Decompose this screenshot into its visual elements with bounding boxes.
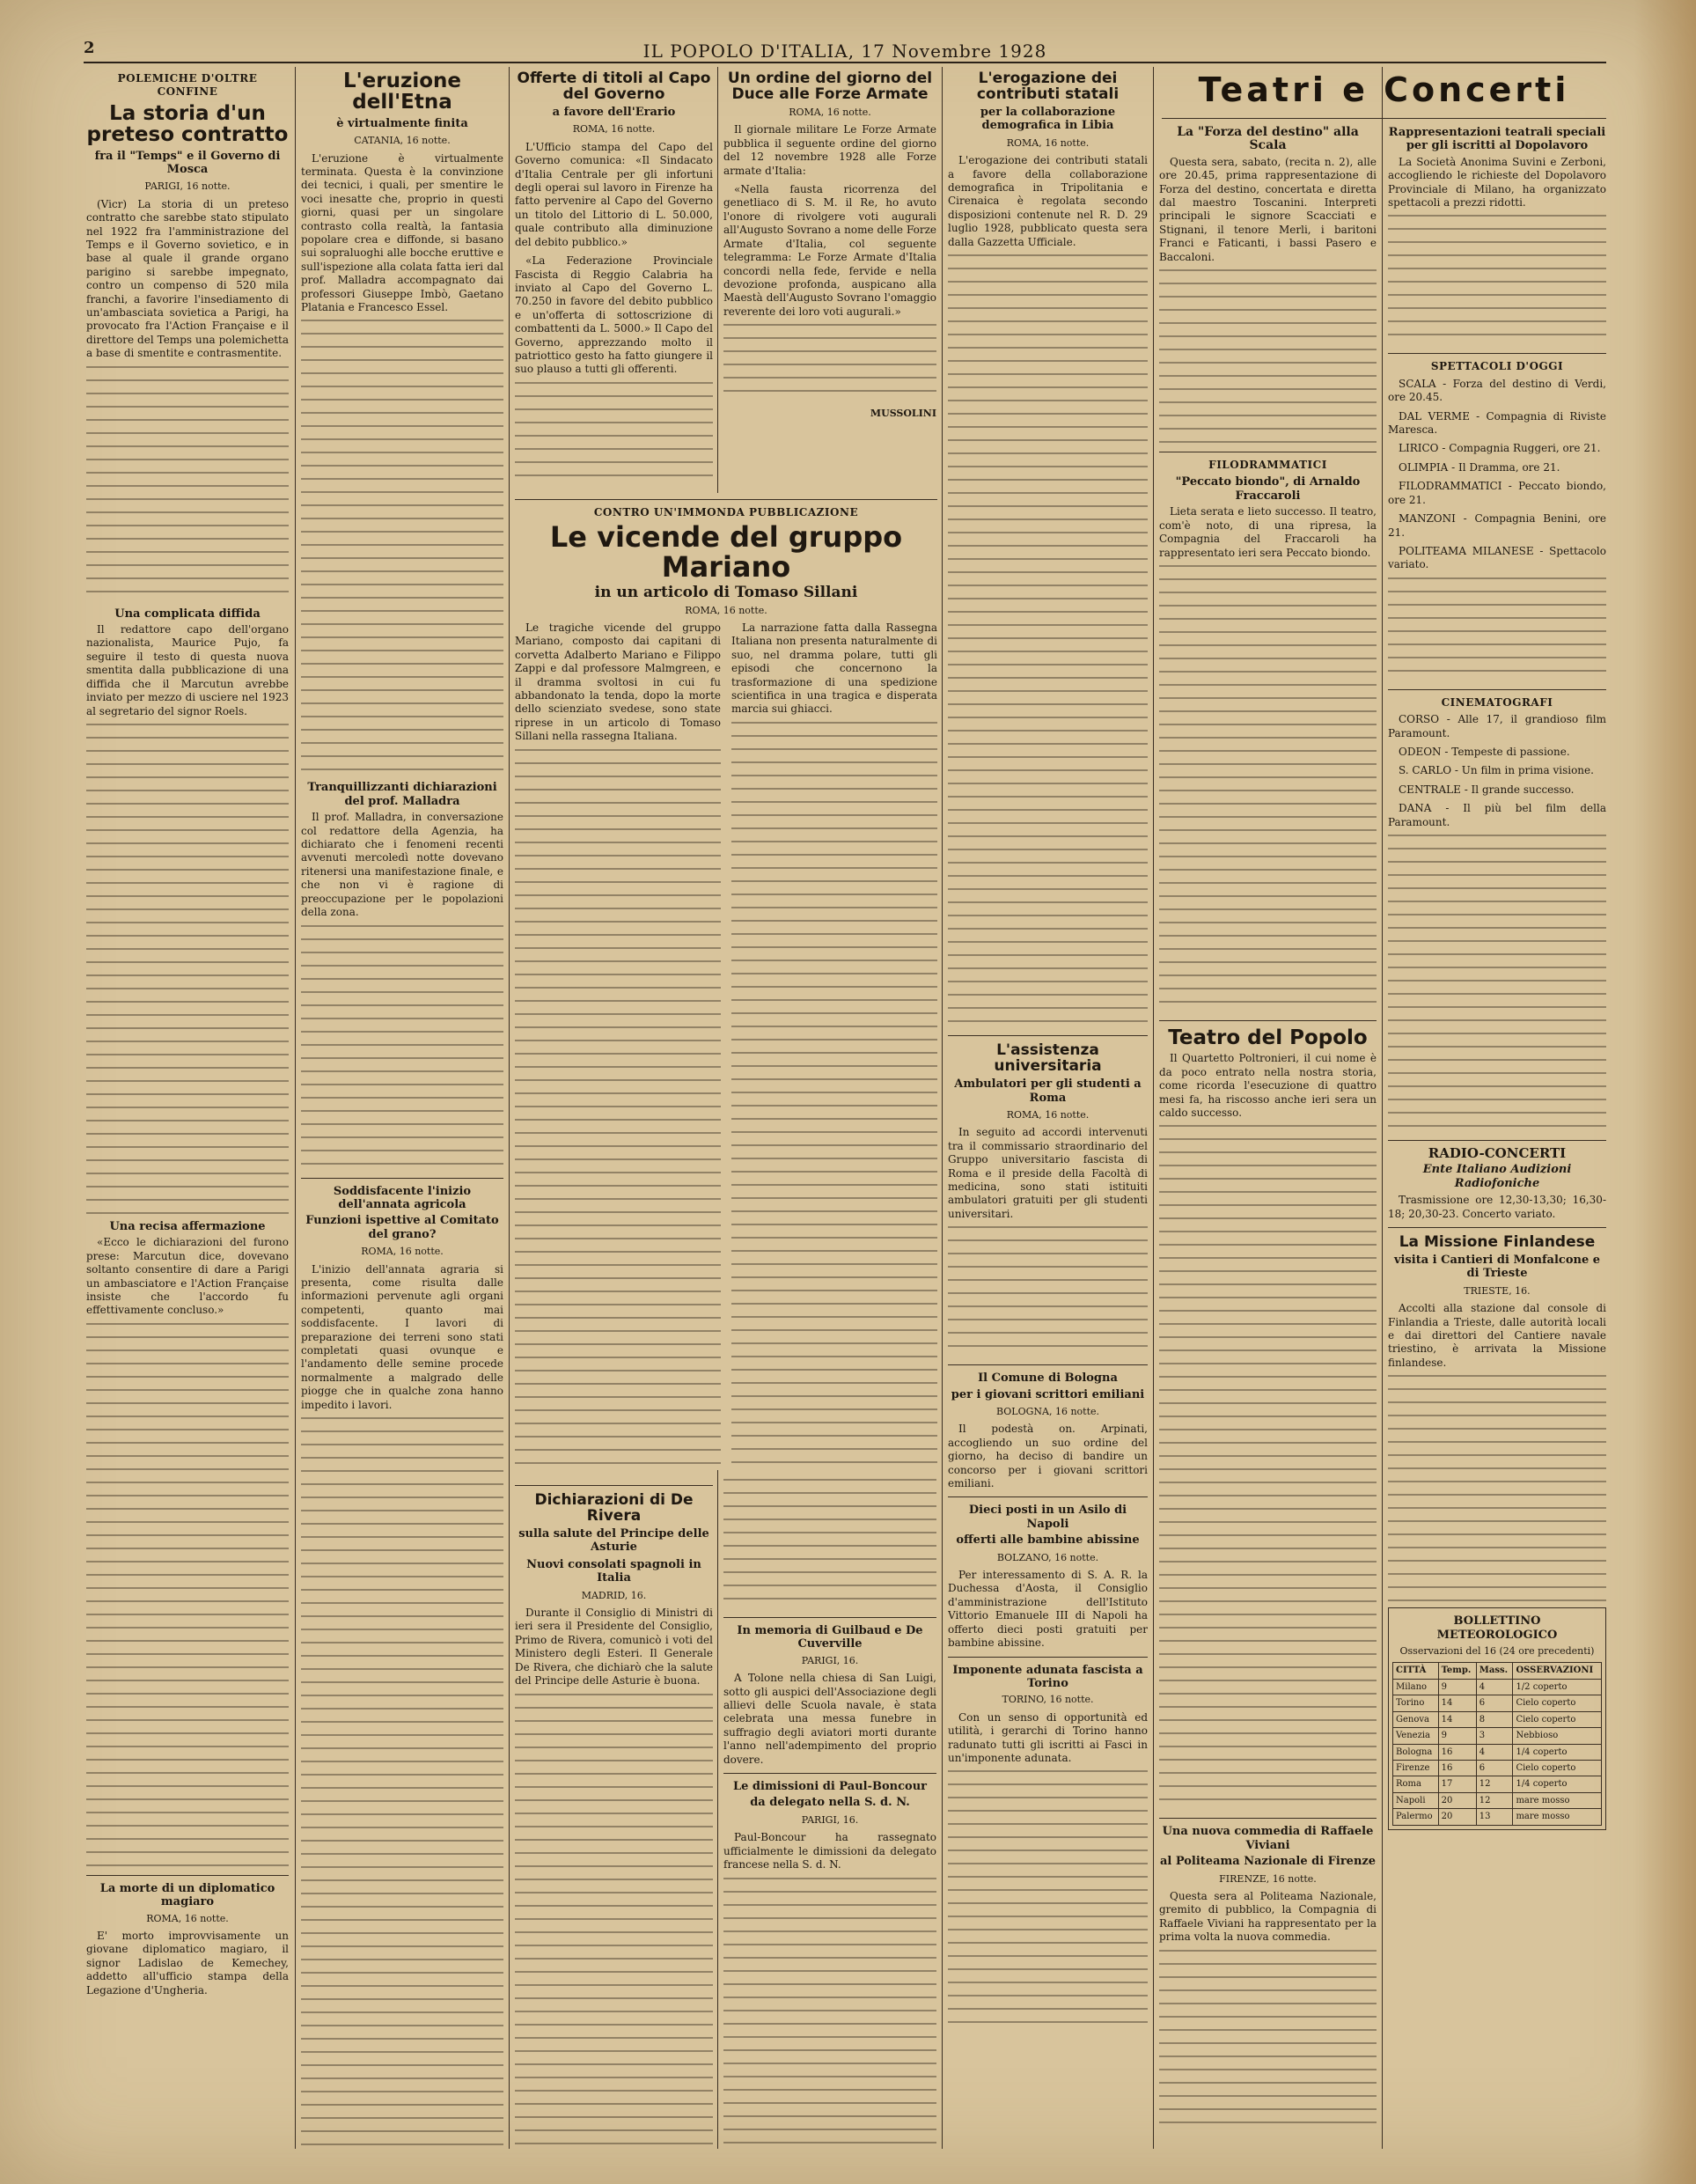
- table-cell: Cielo coperto: [1513, 1695, 1602, 1711]
- column-de-rivera: [515, 1479, 713, 2149]
- deck: in un articolo di Tomaso Sillani: [594, 584, 858, 602]
- text-block: [948, 254, 1148, 1029]
- text-block: [1388, 577, 1606, 683]
- headline: Le vicende del gruppo Mariano: [549, 520, 903, 585]
- text-block: [86, 724, 289, 1217]
- column-header: Mass.: [1476, 1663, 1513, 1679]
- table-cell: Genova: [1393, 1711, 1439, 1727]
- table-cell: 16: [1438, 1744, 1476, 1760]
- table-cell: Roma: [1393, 1776, 1439, 1792]
- subheading: "Peccato biondo", di Arnaldo Fraccaroli: [1175, 475, 1361, 503]
- column-spettacoli: [1388, 123, 1606, 2149]
- divider: [723, 1617, 936, 1618]
- list-item: LIRICO - Compagnia Ruggeri, ore 21.: [1399, 442, 1601, 455]
- text-block: [515, 382, 713, 481]
- headline: Un ordine del giorno del Duce alle Forze Armate: [727, 70, 933, 104]
- table-cell: Napoli: [1393, 1792, 1439, 1808]
- divider: [1388, 353, 1606, 354]
- paragraph: Con un senso di opportunità ed utilità, i gerarchi di Torino hanno radunato tutti gli iscritti ai Fasci in un'imponente adunata.: [948, 1710, 1148, 1764]
- text-block: [723, 324, 936, 403]
- column-teatri: [1159, 123, 1377, 2149]
- headline: La Missione Finlandese: [1399, 1233, 1596, 1251]
- two-column-body: [515, 621, 937, 1470]
- dateline: CATANIA, 16 notte.: [354, 135, 451, 147]
- section-banner: Teatri e Concerti: [1198, 70, 1570, 109]
- deck: Ente Italiano Audizioni Radiofoniche: [1422, 1163, 1572, 1190]
- deck: è virtualmente finita: [336, 116, 468, 130]
- list-item: CENTRALE - Il grande successo.: [1399, 783, 1575, 796]
- deck: da delegato nella S. d. N.: [750, 1796, 910, 1810]
- table-cell: 20: [1438, 1792, 1476, 1808]
- table-cell: 9: [1438, 1728, 1476, 1744]
- table-cell: Milano: [1393, 1679, 1439, 1695]
- table-cell: 14: [1438, 1711, 1476, 1727]
- paragraph: Accolti alla stazione dal console di Finlandia a Trieste, dalle autorità locali e dai direttori del Cantiere navale triestino, è arrivata la Missione finlandese.: [1388, 1302, 1606, 1369]
- subheading: Il Comune di Bologna: [978, 1371, 1118, 1386]
- paragraph: Questa sera al Politeama Nazionale, gremito di pubblico, la Compagnia di Raffaele Viviani ha rappresentato per la prima volta la nuova commedia.: [1159, 1889, 1377, 1944]
- table-cell: 16: [1438, 1760, 1476, 1776]
- teatri-banner-area: [1162, 70, 1606, 125]
- weather-table: [1392, 1662, 1602, 1825]
- text-block: [515, 749, 721, 1470]
- text-block: [301, 925, 503, 1172]
- subheading: La "Forza del destino" alla Scala: [1177, 125, 1359, 153]
- divider: [515, 1485, 713, 1486]
- paragraph: (Vicr) La storia di un preteso contratto che sarebbe stato stipulato nel 1922 fra l'amministrazione del Temps e il Governo sovietico, e in base al quale il grande organo parigino si sarebbe impegnato, contro un compenso di 520 mila franchi, a favorire l'insediamento di un'ambasciata sovietica a Parigi, ha provocato fra l'Action Française e il direttore del Temps una polemichetta a base di smentite e contrasmentite.: [86, 197, 289, 360]
- dateline: TORINO, 16 notte.: [1002, 1694, 1094, 1706]
- divider: [1388, 1227, 1606, 1228]
- text-block: [301, 1417, 503, 2149]
- deck: offerti alle bambine abissine: [956, 1533, 1140, 1548]
- paragraph: In seguito ad accordi intervenuti tra il commissario straordinario del Gruppo universitario fascista di Roma e il preside della Facoltà di medicina, sono stati istituiti ambulatori gratuiti per gli studenti universitari.: [948, 1126, 1148, 1220]
- deck: Nuovi consolati spagnoli in Italia: [526, 1557, 701, 1585]
- paragraph: L'erogazione dei contributi statali a favore della collaborazione demografica in Tripolitania e Cirenaica è regolata secondo disposizioni contenute nel R. D. 29 luglio 1928, pubblicato questa sera dalla Gazzetta Ufficiale.: [948, 154, 1148, 248]
- text-block: [86, 1323, 289, 1869]
- body-left: [515, 621, 721, 1470]
- table-cell: 4: [1476, 1679, 1513, 1695]
- text-block: [1159, 565, 1377, 1014]
- text-block: [86, 366, 289, 604]
- subheading: In memoria di Guilbaud e De Cuverville: [737, 1624, 923, 1651]
- table-header-row: [1393, 1663, 1602, 1679]
- column-rule: [1382, 67, 1383, 2149]
- dateline: BOLZANO, 16 notte.: [996, 1551, 1099, 1563]
- table-row: [1393, 1679, 1602, 1695]
- table-cell: 6: [1476, 1760, 1513, 1776]
- list-item: POLITEAMA MILANESE - Spettacolo variato.: [1388, 544, 1606, 571]
- paragraph: E' morto improvvisamente un giovane diplomatico magiaro, il signor Ladislao de Kemechey, addetto all'ufficio stampa della Legazione d'Ungheria.: [86, 1929, 289, 1996]
- weather-table-body: [1393, 1679, 1602, 1825]
- deck: Ambulatori per gli studenti a Roma: [954, 1077, 1142, 1105]
- paragraph: Il podestà on. Arpinati, accogliendo un suo ordine del giorno, ha deciso di bandire un concorso per i giovani scrittori emiliani.: [948, 1423, 1148, 1490]
- table-cell: 17: [1438, 1776, 1476, 1792]
- paragraph: Paul-Boncour ha rassegnato ufficialmente le dimissioni da delegato francese nella S. d. N.: [723, 1831, 936, 1871]
- kicker: POLEMICHE D'OLTRE CONFINE: [117, 72, 258, 99]
- paragraph: L'inizio dell'annata agraria si presenta, come risulta dalle informazioni pervenute agli organi competenti, quanto mai soddisfacente. I lavori di preparazione dei terreni sono stati completati quasi ovunque e l'andamento delle semine procede normalmente a malgrado delle piogge che in qualche zona hanno impedito i lavori.: [301, 1262, 503, 1411]
- subheading: RADIO-CONCERTI: [1428, 1144, 1567, 1161]
- table-row: [1393, 1760, 1602, 1776]
- paragraph: A Tolone nella chiesa di San Luigi, sotto gli auspici dell'Associazione degli allievi delle Scuola navale, è stata celebrata una messa funebre in suffragio degli aviatori morti durante l'anno nell'adempimento del proprio dovere.: [723, 1672, 936, 1766]
- table-cell: Firenze: [1393, 1760, 1439, 1776]
- column-header: Temp.: [1438, 1663, 1476, 1679]
- column-etna: [301, 67, 503, 2149]
- article-mariano: [515, 493, 937, 1470]
- table-row: [1393, 1792, 1602, 1808]
- kicker: CONTRO UN'IMMONDA PUBBLICAZIONE: [593, 506, 859, 518]
- table-cell: 1/4 coperto: [1513, 1744, 1602, 1760]
- column-rule: [509, 67, 510, 2149]
- page-number: 2: [84, 39, 95, 57]
- deck: per i giovani scrittori emiliani: [951, 1387, 1145, 1401]
- column-rule: [942, 67, 943, 2149]
- paragraph: Le tragiche vicende del gruppo Mariano, composto dai capitani di corvetta Adalberto Mariano e Filippo Zappi e dal professore Malmgreen, e il dramma svoltosi in cui fu abbandonato la tenda, dopo la morte dello scienziato svedese, sono state riprese in un articolo di Tomaso Sillani nella rassegna Italiana.: [515, 621, 721, 743]
- cinema-list: [1388, 713, 1606, 829]
- paper-name-date: IL POPOLO D'ITALIA, 17 Novembre 1928: [642, 40, 1047, 62]
- divider: [1162, 118, 1606, 119]
- weather-bulletin: [1388, 1607, 1606, 1829]
- table-cell: Bologna: [1393, 1744, 1439, 1760]
- body-right: [731, 621, 937, 1470]
- table-cell: 13: [1476, 1809, 1513, 1825]
- table-cell: 4: [1476, 1744, 1513, 1760]
- headline: L'erogazione dei contributi statali: [976, 70, 1120, 104]
- subheading: Una complicata diffida: [114, 607, 261, 621]
- section-label: SPETTACOLI D'OGGI: [1430, 360, 1564, 373]
- table-cell: 6: [1476, 1695, 1513, 1711]
- divider: [515, 499, 937, 500]
- text-block: [1159, 269, 1377, 445]
- paragraph: «La Federazione Provinciale Fascista di Reggio Calabria ha inviato al Capo del Governo L. 70.250 in favore del debito pubblico e un'offerta di sottoscrizione di combattenti da L. 5000.» Il Capo del Governo, apprezzando molto il patriottico gesto ha fatto giungere il suo plauso a tutti gli offerenti.: [515, 254, 713, 376]
- divider: [1159, 1020, 1377, 1021]
- section-label: CINEMATOGRAFI: [1441, 695, 1553, 709]
- paragraph: Questa sera, sabato, (recita n. 2), alle ore 20.45, prima rappresentazione di Forza del destino, concertata e diretta dal maestro Toscanini. Interpreti principali le signore Scacciati e Stignani, il tenore Merli, i baritoni Franci e Faticanti, i bassi Pasero e Baccaloni.: [1159, 155, 1377, 263]
- paragraph: Il Quartetto Poltronieri, il cui nome è da poco entrato nella nostra storia, come ricorda l'esecuzione di quattro mesi fa, ha riscosso anche ieri sera un caldo successo.: [1159, 1052, 1377, 1119]
- list-item: SCALA - Forza del destino di Verdi, ore 20.45.: [1388, 377, 1606, 404]
- text-block: [731, 722, 937, 1470]
- table-row: [1393, 1711, 1602, 1727]
- text-block: [301, 320, 503, 777]
- table-row: [1393, 1776, 1602, 1792]
- column-header: OSSERVAZIONI: [1513, 1663, 1602, 1679]
- table-cell: 8: [1476, 1711, 1513, 1727]
- divider: [301, 1178, 503, 1179]
- paragraph: «Ecco le dichiarazioni del furono prese: Marcutun dice, dovevano soltanto consentire di dare a Parigi un ambasciatore e l'Action Française insiste che l'accordo fu effettivamente concluso.»: [86, 1236, 289, 1317]
- table-row: [1393, 1695, 1602, 1711]
- paragraph: La Società Anonima Suvini e Zerboni, accogliendo le richieste del Dopolavoro Provinciale di Milano, ha organizzato spettacoli a prezzi ridotti.: [1388, 155, 1606, 210]
- text-block: [515, 1694, 713, 2150]
- divider: [86, 1875, 289, 1876]
- dateline: ROMA, 16 notte.: [789, 107, 871, 119]
- divider: [948, 1035, 1148, 1036]
- subheading: Una recisa affermazione: [109, 1219, 266, 1233]
- paper-edge-shadow: [1634, 0, 1696, 2184]
- paragraph: Trasmissione ore 12,30-13,30; 16,30-18; 20,30-23. Concerto variato.: [1388, 1194, 1606, 1220]
- divider: [948, 1657, 1148, 1658]
- column-ordine-duce: [723, 67, 936, 481]
- divider: [723, 1773, 936, 1774]
- list-item: S. CARLO - Un film in prima visione.: [1399, 764, 1594, 777]
- table-cell: 20: [1438, 1809, 1476, 1825]
- headline: La storia d'un preteso contratto: [86, 101, 289, 147]
- table-row: [1393, 1744, 1602, 1760]
- divider: [948, 1496, 1148, 1497]
- table-row: [1393, 1809, 1602, 1825]
- deck: sulla salute del Principe delle Asturie: [518, 1527, 709, 1555]
- list-item: OLIMPIA - Il Dramma, ore 21.: [1399, 460, 1560, 474]
- weather-subtitle: Osservazioni del 16 (24 ore precedenti): [1399, 1645, 1595, 1658]
- subheading: Tranquillizzanti dichiarazioni del prof. Malladra: [307, 781, 497, 808]
- deck: al Politeama Nazionale di Firenze: [1159, 1855, 1377, 1869]
- dateline: ROMA, 16 notte.: [361, 1246, 444, 1258]
- deck: visita i Cantieri di Monfalcone e di Trieste: [1393, 1254, 1601, 1281]
- list-item: CORSO - Alle 17, il grandioso film Paramount.: [1388, 713, 1606, 739]
- table-cell: 1/2 coperto: [1513, 1679, 1602, 1695]
- dateline: ROMA, 16 notte.: [685, 604, 767, 616]
- subheading: La morte di un diplomatico magiaro: [99, 1881, 275, 1909]
- paragraph: L'eruzione è virtualmente terminata. Questa è la convinzione dei tecnici, i quali, per smentire le voci inesatte che, proprio in questi giorni, quasi per un singolare contrasto colla realtà, la fantasia popolare crea e diffonde, si basano sui sopraluoghi alle bocche eruttive e sull'ispezione alla colata fatta ieri dal prof. Malladra accompagnato dai professori Giuseppe Imbò, Gaetano Platania e Francesco Essel.: [301, 151, 503, 314]
- text-block: [723, 1878, 936, 2150]
- dateline: MADRID, 16.: [581, 1589, 647, 1601]
- table-cell: 14: [1438, 1695, 1476, 1711]
- deck: a favore dell'Erario: [552, 106, 676, 120]
- dateline: PARIGI, 16 notte.: [144, 180, 231, 193]
- subheading: Rappresentazioni teatrali speciali per gli iscritti al Dopolavoro: [1388, 126, 1606, 153]
- list-item: DANA - Il più bel film della Paramount.: [1388, 802, 1606, 828]
- column-guilbaud: [723, 1479, 936, 2149]
- list-item: ODEON - Tempeste di passione.: [1399, 745, 1570, 758]
- table-cell: Nebbioso: [1513, 1728, 1602, 1744]
- paragraph: Lieta serata e lieto successo. Il teatro, com'è noto, di una ripresa, la Compagnia del Fraccaroli ha rappresentato ieri sera Peccato biondo.: [1159, 505, 1377, 559]
- table-cell: 1/4 coperto: [1513, 1776, 1602, 1792]
- headline: Dichiarazioni di De Rivera: [534, 1491, 694, 1526]
- spettacoli-list: [1388, 378, 1606, 572]
- text-block: [1159, 1950, 1377, 2126]
- list-item: MANZONI - Compagnia Benini, ore 21.: [1388, 512, 1606, 539]
- paragraph: L'Ufficio stampa del Capo del Governo comunica: «Il Sindacato d'Italia Centrale per gli infortuni degli operai sul lavoro in Firenze ha fatto pervenire al Capo del Governo un titolo del Littorio di L. 50.000, quale contributo alla diminuzione del debito pubblico.»: [515, 140, 713, 248]
- table-cell: Venezia: [1393, 1728, 1439, 1744]
- dateline: PARIGI, 16.: [801, 1654, 859, 1666]
- column-header: CITTÀ: [1393, 1663, 1439, 1679]
- list-item: FILODRAMMATICI - Peccato biondo, ore 21.: [1388, 480, 1606, 506]
- text-block: [1159, 1125, 1377, 1812]
- headline: L'eruzione dell'Etna: [342, 70, 462, 114]
- weather-title: BOLLETTINO METEOROLOGICO: [1436, 1614, 1558, 1642]
- list-item: DAL VERME - Compagnia di Riviste Maresca.: [1388, 409, 1606, 437]
- table-cell: Torino: [1393, 1695, 1439, 1711]
- dateline: TRIESTE, 16.: [1464, 1284, 1531, 1297]
- paragraph: Durante il Consiglio di Ministri di ieri sera il Presidente del Consiglio, Primo de Rivera, comunicò i voti del Ministero degli Esteri. Il Generale De Rivera, che dichiarò che la salute del Principe delle Asturie è buona.: [515, 1607, 713, 1688]
- dateline: FIRENZE, 16 notte.: [1219, 1872, 1317, 1885]
- column-rule: [295, 67, 296, 2149]
- table-cell: 9: [1438, 1679, 1476, 1695]
- paragraph: Il redattore capo dell'organo nazionalista, Maurice Pujo, fa seguire il testo di questa nuova smentita dalla pubblicazione di una diffida che il Marcutun avrebbe inviato per mezzo di usciere nel 1923 al segretario del signor Roels.: [86, 623, 289, 717]
- divider: [948, 1364, 1148, 1365]
- text-block: [1388, 835, 1606, 1134]
- column-rule: [1153, 67, 1154, 2149]
- signature: MUSSOLINI: [870, 408, 936, 420]
- paragraph: La narrazione fatta dalla Rassegna Italiana non presenta naturalmente di suo, nel dramma polare, tutti gli episodi che concernono la trasformazione di una spedizione scientifica in una tragica e disperata marcia sui ghiacci.: [731, 621, 937, 716]
- divider: [1159, 1818, 1377, 1819]
- text-block: [948, 1226, 1148, 1358]
- deck: Funzioni ispettive al Comitato del grano?: [305, 1214, 499, 1241]
- dateline: ROMA, 16 notte.: [1006, 136, 1090, 149]
- column-offerte: [515, 67, 713, 481]
- text-block: [948, 1770, 1148, 2034]
- table-cell: 3: [1476, 1728, 1513, 1744]
- dateline: ROMA, 16 notte.: [1006, 1108, 1090, 1121]
- text-block: [1388, 1375, 1606, 1604]
- divider: [1388, 1140, 1606, 1141]
- dateline: ROMA, 16 notte.: [146, 1912, 229, 1924]
- section-label: FILODRAMMATICI: [1208, 459, 1327, 472]
- table-cell: mare mosso: [1513, 1809, 1602, 1825]
- column-polemiche: [86, 67, 289, 2149]
- headline: Offerte di titoli al Capo del Governo: [517, 70, 711, 104]
- divider: [1388, 689, 1606, 690]
- table-cell: Cielo coperto: [1513, 1711, 1602, 1727]
- paragraph: Il giornale militare Le Forze Armate pubblica il seguente ordine del giorno del 12 novembre 1928 alle Forze armate d'Italia:: [723, 123, 936, 177]
- column-libia: [948, 67, 1148, 2149]
- text-block: [1388, 215, 1606, 347]
- table-cell: 12: [1476, 1792, 1513, 1808]
- table-cell: Palermo: [1393, 1809, 1439, 1825]
- dateline: ROMA, 16 notte.: [572, 123, 656, 136]
- headline: L'assistenza universitaria: [994, 1041, 1102, 1076]
- dateline: PARIGI, 16.: [801, 1813, 859, 1826]
- paragraph: Il prof. Malladra, in conversazione col redattore della Agenzia, ha dichiarato che i fenomeni recenti avvenuti mercoledì notte dovevano ritenersi una manifestazione finale, e che non vi è ragione di preoccupazione per le popolazioni della zona.: [301, 811, 503, 919]
- paragraph: Per interessamento di S. A. R. la Duchessa d'Aosta, il Consiglio d'amministrazione dell'Istituto Vittorio Emanuele III di Napoli ha offerto dieci posti gratuiti per bambine abissine.: [948, 1569, 1148, 1650]
- headline: Teatro del Popolo: [1168, 1026, 1368, 1049]
- page-masthead: [84, 35, 1606, 63]
- table-cell: mare mosso: [1513, 1792, 1602, 1808]
- subheading: Una nuova commedia di Raffaele Viviani: [1162, 1825, 1374, 1852]
- table-cell: 12: [1476, 1776, 1513, 1792]
- subheading: Imponente adunata fascista a Torino: [952, 1663, 1143, 1690]
- table-row: [1393, 1728, 1602, 1744]
- dateline: BOLOGNA, 16 notte.: [995, 1406, 1100, 1417]
- table-cell: Cielo coperto: [1513, 1760, 1602, 1776]
- subheading: Le dimissioni di Paul-Boncour: [732, 1780, 927, 1794]
- subheading: Dieci posti in un Asilo di Napoli: [968, 1504, 1127, 1531]
- deck: fra il "Temps" e il Governo di Mosca: [94, 149, 281, 176]
- paragraph: «Nella fausta ricorrenza del genetliaco di S. M. il Re, ho avuto l'onore di rivolgere voti augurali all'Augusto Sovrano a nome delle Forze Armate d'Italia, col seguente telegramma: Le Forze Armate d'Italia concordi nella fede, fervide e nella devozione profonda, auspicano alla Maestà dell'Augusto Sovrano l'omaggio reverente dei loro voti augurali.»: [723, 183, 936, 318]
- subheading: Soddisfacente l'inizio dell'annata agricola: [333, 1184, 472, 1211]
- deck: per la collaborazione demografica in Libia: [980, 106, 1116, 133]
- text-block: [723, 1479, 936, 1611]
